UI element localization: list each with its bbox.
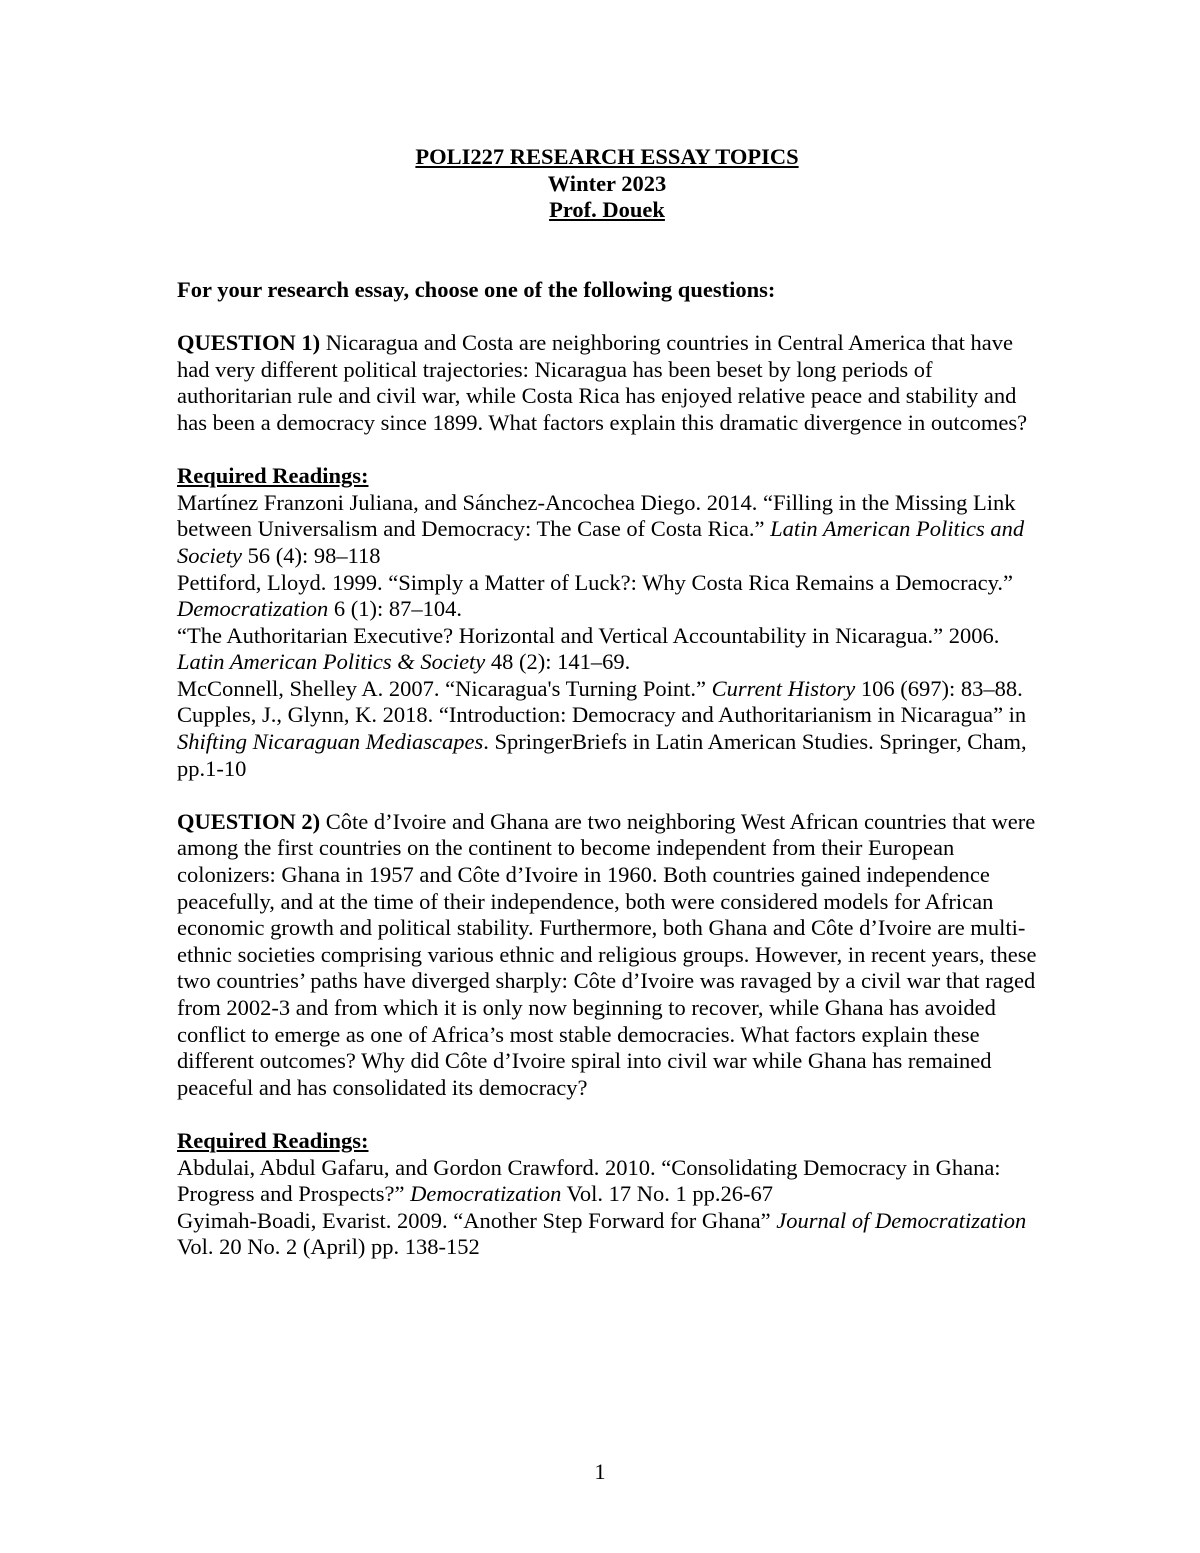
reading-item: Pettiford, Lloyd. 1999. “Simply a Matter of Luck?: Why Costa Rica Remains a Democracy.” Democratization 6 (1): 87–104. [177, 569, 1014, 622]
reading-item: “The Authoritarian Executive? Horizontal and Vertical Accountability in Nicaragua.” 2006. Latin American Politics & Society 48 (2): 141–69. [177, 622, 1000, 675]
journal-name: Latin American Politics & Society [177, 649, 486, 675]
page-number: 1 [594, 1459, 606, 1484]
question-2-text: Côte d’Ivoire and Ghana are two neighboring West African countries that were among the first countries on the continent to become independent from their European colonizers: Ghana in 1957 and Côte d’Ivoire in 1960. Both countries gained independence peacefully, and at the time of their independence, both were considered models for African economic growth and political stability. Furthermore, both Ghana and Côte d’Ivoire are multi-ethnic societies comprising various ethnic and religious groups. However, in recent years, these two countries’ paths have diverged sharply: Côte d’Ivoire was ravaged by a civil war that raged from 2002-3 and from which it is only now beginning to recover, while Ghana has avoided conflict to emerge as one of Africa’s most stable democracies. What factors explain these different outcomes? Why did Côte d’Ivoire spiral into civil war while Ghana has remained peaceful and has consolidated its democracy? [177, 808, 1037, 1100]
reading-item: Cupples, J., Glynn, K. 2018. “Introduction: Democracy and Authoritarianism in Nicaragua” in Shifting Nicaraguan Mediascapes. SpringerBriefs in Latin American Studies. Springer, Cham, pp.1-10 [177, 702, 1027, 781]
question-1-readings-heading: Required Readings: [177, 463, 369, 489]
term: Winter 2023 [547, 170, 667, 196]
journal-name: Journal of Democratization [776, 1207, 1027, 1233]
question-1-text: Nicaragua and Costa are neighboring countries in Central America that have had very different political trajectories: Nicaragua has been beset by long periods of authoritarian rule and civil war, while Costa Rica has enjoyed relative peace and stability and has been a democracy since 1899. What factors explain this dramatic divergence in outcomes? [177, 330, 1028, 435]
professor: Prof. Douek [549, 197, 665, 223]
journal-name: Democratization [177, 596, 329, 622]
reading-item: Abdulai, Abdul Gafaru, and Gordon Crawford. 2010. “Consolidating Democracy in Ghana: Progress and Prospects?” Democratization Vol. 17 No. 1 pp.26-67 [177, 1154, 1001, 1207]
question-2-label: QUESTION 2) [177, 808, 321, 834]
document-page [177, 144, 1037, 1261]
question-2-readings-heading: Required Readings: [177, 1127, 369, 1153]
instructions: For your research essay, choose one of the following questions: [177, 276, 776, 302]
journal-name: Democratization [410, 1181, 562, 1207]
reading-item: Martínez Franzoni Juliana, and Sánchez-Ancochea Diego. 2014. “Filling in the Missing Link between Universalism and Democracy: The Case of Costa Rica.” Latin American Politics and Society 56 (4): 98–118 [177, 489, 1025, 568]
document-title: POLI227 RESEARCH ESSAY TOPICS [415, 144, 799, 169]
reading-item: McConnell, Shelley A. 2007. “Nicaragua's Turning Point.” Current History 106 (697): 83–88. [177, 675, 1023, 701]
question-2 [177, 809, 1037, 1102]
question-1-label: QUESTION 1) [177, 330, 321, 356]
question-1 [177, 330, 1037, 436]
journal-name: Latin American Politics and Society [177, 516, 1025, 568]
journal-name: Current History [711, 675, 856, 701]
reading-item: Gyimah-Boadi, Evarist. 2009. “Another Step Forward for Ghana” Journal of Democratization Vol. 20 No. 2 (April) pp. 138-152 [177, 1207, 1027, 1260]
document-header [177, 144, 1037, 224]
book-title: Shifting Nicaraguan Mediascapes [177, 729, 484, 755]
